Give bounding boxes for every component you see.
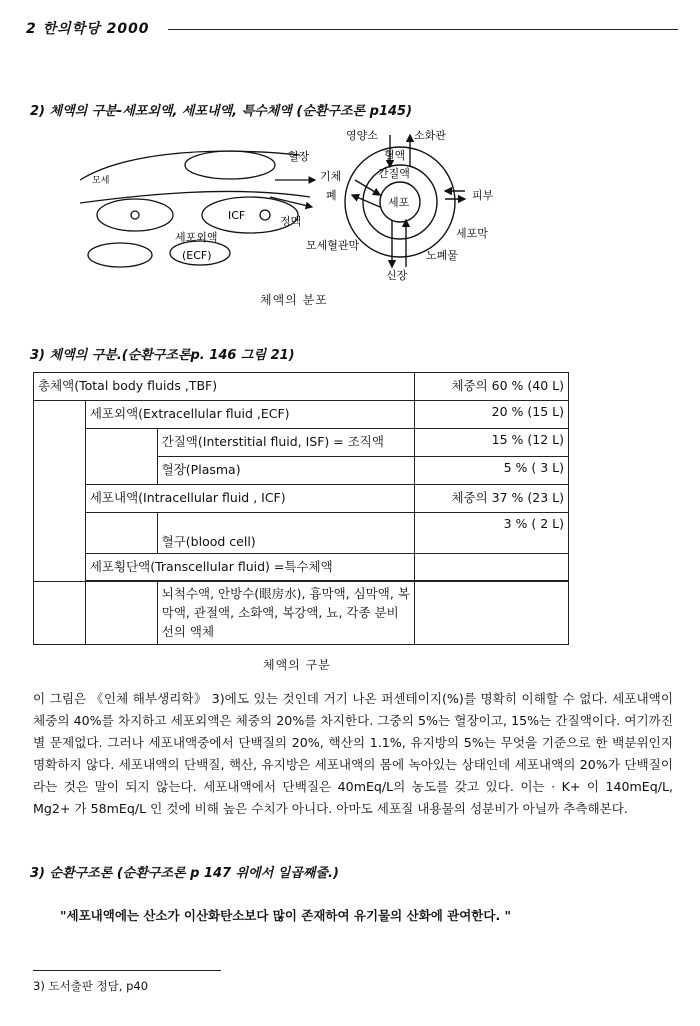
table-cell-label: 혈장(Plasma) (157, 457, 414, 485)
footnote: 3) 도서출판 정담, p40 (33, 979, 149, 993)
table-cell-value (415, 581, 569, 645)
ecf-label: 세포외액 (175, 231, 218, 244)
section-2-heading: 2) 체액의 구분-세포외액, 세포내액, 특수체액 (순환구조론 p145) (30, 104, 413, 119)
cell-membrane-label: 세포막 (456, 227, 488, 240)
capillary-label: 모세 (92, 176, 110, 186)
table-cell-value: 체중의 37 % (23 L) (415, 485, 569, 513)
table-cell-label: 총체액(Total body fluids ,TBF) (34, 373, 415, 401)
body-fluid-table-continued (33, 580, 569, 645)
table-row (34, 581, 569, 645)
lung-label: 폐 (326, 189, 337, 202)
header-rule (168, 29, 678, 30)
table-cell-label: 세포내액(Intracellular fluid , ICF) (85, 485, 414, 513)
table-cell-label: 세포횡단액(Transcellular fluid) =특수체액 (85, 554, 414, 582)
table-cell-value: 체중의 60 % (40 L) (415, 373, 569, 401)
footnote-rule (33, 970, 221, 971)
running-title: 2 한의학당 2000 (26, 21, 150, 37)
table-indent-cell (34, 401, 86, 582)
table-cell-label: 뇌척수액, 안방수(眼房水), 흉막액, 심막액, 복막액, 관절액, 소화액, 복강액, 뇨, 각종 분비선의 액체 (157, 581, 415, 645)
ecf-abbr-label: (ECF) (182, 249, 212, 262)
skin-label: 피부 (472, 189, 494, 202)
digestive-tract-label: 소화관 (414, 129, 446, 142)
table-cell-label: 간질액(Interstitial fluid, ISF) = 조직액 (157, 429, 414, 457)
body-fluid-distribution-diagram (80, 125, 640, 285)
diagram-caption: 체액의 분포 (260, 293, 328, 307)
blood-label: 혈액 (384, 149, 406, 162)
table-cell-label: 혈구(blood cell) (157, 513, 414, 554)
icf-label: ICF (228, 209, 246, 222)
table-indent-cell (85, 513, 157, 554)
section-3-circulation-heading: 3) 순환구조론 (순환구조론 p 147 위에서 일곱째줄.) (30, 866, 339, 881)
table-cell-label: 세포외액(Extracellular fluid ,ECF) (85, 401, 414, 429)
capillary-membrane-label: 모세혈관막 (306, 239, 360, 252)
table-row (34, 485, 569, 513)
gas-label: 기체 (320, 170, 342, 183)
interstitial-fluid-label: 간질액 (378, 167, 410, 180)
running-header (26, 18, 678, 42)
section-3-table-heading: 3) 체액의 구분.(순환구조론p. 146 그림 21) (30, 348, 295, 363)
table-indent-cell (85, 581, 157, 645)
body-fluid-table (33, 372, 569, 582)
kidney-label: 신장 (386, 269, 408, 282)
body-paragraph: 이 그림은 《인체 해부생리학》 3)에도 있는 것인데 거기 나온 퍼센테이지(%)를 명확히 이해할 수 없다. 세포내액이 체중의 40%를 차지하고 세포외액은 체중의 20%를 차지한다. 그중의 5%는 혈장이고, 15%는 간질액이다. 여기까진 별 문제없다. 그러나 세포내액중에서 단백질의 20%, 핵산의 1.1%, 유지방의 5%는 무엇을 기준으로 한 백분위인지 명확하지 않다. 세포내액의 단백질, 핵산, 유지방은 세포내액의 몸에 녹아있는 상태인데 세포내액의 20%가 단백질이라는 것은 말이 되지 않는다. 세포내액에서 단백질은 40mEq/L의 농도를 갖고 있다. 이는 · K+ 이 140mEq/L, Mg2+ 가 58mEq/L 인 것에 비해 높은 수치가 아니다. 아마도 세포질 내용물의 성분비가 아닐까 추측해본다. (33, 691, 673, 816)
table-cell-value: 5 % ( 3 L) (415, 457, 569, 485)
table-row (34, 401, 569, 429)
quoted-statement: "세포내액에는 산소가 이산화탄소보다 많이 존재하여 유기물의 산화에 관여한다. " (60, 908, 512, 923)
table-cell-value: 3 % ( 2 L) (415, 513, 569, 554)
vein-label: 정맥 (280, 215, 302, 228)
table-row (34, 373, 569, 401)
nutrient-label: 영양소 (346, 129, 378, 142)
plasma-label: 혈장 (288, 150, 310, 163)
table-cell-value: 15 % (12 L) (415, 429, 569, 457)
table-cell-value: 20 % (15 L) (415, 401, 569, 429)
table-row (34, 513, 569, 554)
table-caption: 체액의 구분 (263, 658, 331, 672)
cell-label: 세포 (388, 196, 410, 209)
waste-label: 노폐물 (426, 249, 458, 262)
table-indent-cell (34, 581, 86, 645)
table-row (34, 554, 569, 582)
table-indent-cell (85, 429, 157, 485)
table-cell-value (415, 554, 569, 582)
table-row (34, 429, 569, 457)
